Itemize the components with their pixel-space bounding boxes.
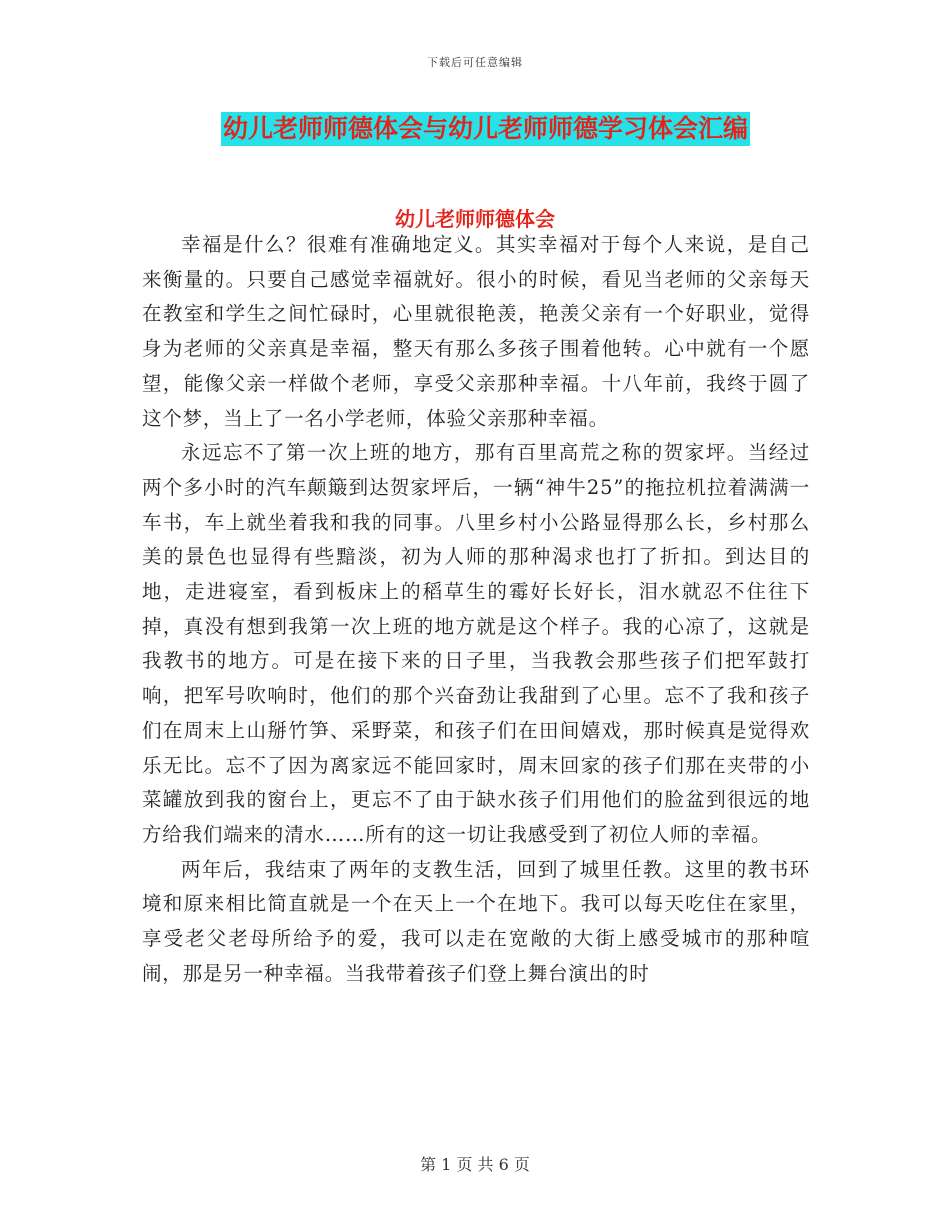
paragraph-1: 幸福是什么？很难有准确地定义。其实幸福对于每个人来说，是自己来衡量的。只要自己感觉幸福就好。很小的时候，看见当老师的父亲每天在教室和学生之间忙碌时，心里就很艳羡，艳羡父亲有一个好职业，觉得身为老师的父亲真是幸福，整天有那么多孩子围着他转。心中就有一个愿望，能像父亲一样做个老师，享受父亲那种幸福。十八年前，我终于圆了这个梦，当上了一名小学老师，体验父亲那种幸福。 — [142, 233, 810, 430]
page-number-footer: 第 1 页 共 6 页 — [420, 1155, 530, 1174]
document-title: 幼儿老师师德体会与幼儿老师师德学习体会汇编 — [221, 112, 750, 146]
paragraph-3: 两年后，我结束了两年的支教生活，回到了城里任教。这里的教书环境和原来相比简直就是一个在天上一个在地下。我可以每天吃住在家里，享受老父老母所给予的爱，我可以走在宽敞的大街上感受城市的那种喧闹，那是另一种幸福。当我带着孩子们登上舞台演出的时 — [142, 857, 810, 985]
section-title: 幼儿老师师德体会 — [395, 207, 555, 231]
paragraph-2: 永远忘不了第一次上班的地方，那有百里高荒之称的贺家坪。当经过两个多小时的汽车颠簸到达贺家坪后，一辆“神牛25”的拖拉机拉着满满一车书，车上就坐着我和我的同事。八里乡村小公路显得那么长，乡村那么美的景色也显得有些黯淡，初为人师的那种渴求也打了折扣。到达目的地，走进寝室，看到板床上的稻草生的霉好长好长，泪水就忍不住往下掉，真没有想到我第一次上班的地方就是这个样子。我的心凉了，这就是我教书的地方。可是在接下来的日子里，当我教会那些孩子们把军鼓打响，把军号吹响时，他们的那个兴奋劲让我甜到了心里。忘不了我和孩子们在周末上山掰竹笋、采野菜，和孩子们在田间嬉戏，那时候真是觉得欢乐无比。忘不了因为离家远不能回家时，周末回家的孩子们那在夹带的小菜罐放到我的窗台上，更忘不了由于缺水孩子们用他们的脸盆到很远的地方给我们端来的清水……所有的这一切让我感受到了初位人师的幸福。 — [142, 441, 810, 846]
page-header-note: 下载后可任意编辑 — [427, 56, 523, 69]
body-text — [142, 228, 810, 991]
